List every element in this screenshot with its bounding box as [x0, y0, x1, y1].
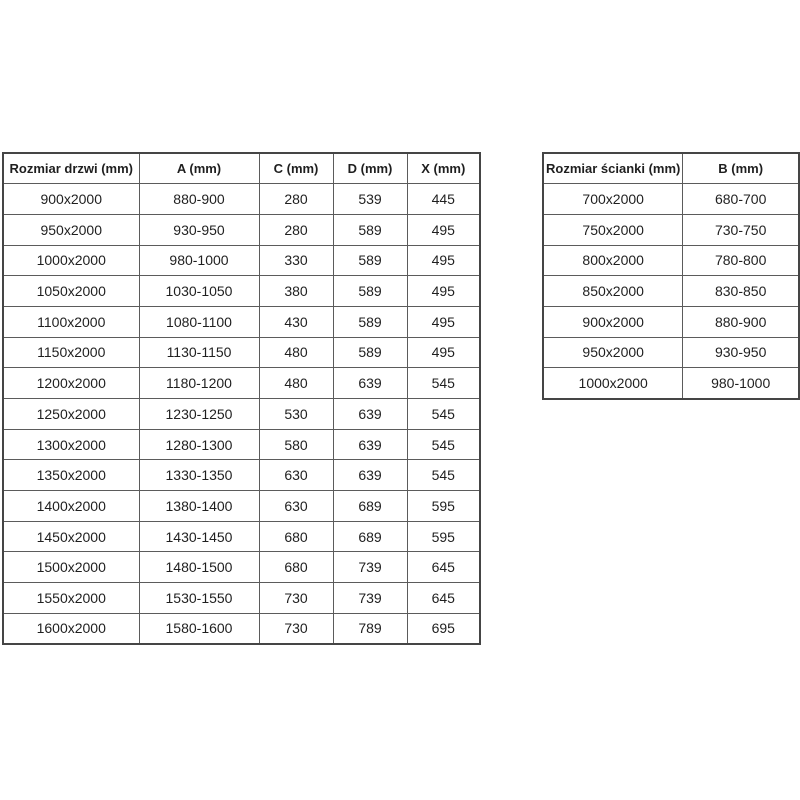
- door-table-cell: 689: [333, 491, 407, 522]
- door-table-cell: 639: [333, 429, 407, 460]
- door-table-cell: 880-900: [139, 184, 259, 215]
- door-table-cell: 739: [333, 552, 407, 583]
- door-table-cell: 595: [407, 521, 480, 552]
- door-table-row: [3, 521, 480, 552]
- door-table-cell: 280: [259, 184, 333, 215]
- door-table-cell: 430: [259, 306, 333, 337]
- door-table-cell: 545: [407, 460, 480, 491]
- door-table-cell: 1030-1050: [139, 276, 259, 307]
- door-table-cell: 480: [259, 337, 333, 368]
- wall-table-cell: 680-700: [683, 184, 799, 215]
- door-table-cell: 1550x2000: [3, 583, 139, 614]
- wall-table-row: [543, 337, 799, 368]
- door-table-cell: 530: [259, 399, 333, 430]
- door-table-cell: 495: [407, 306, 480, 337]
- door-table-cell: 1600x2000: [3, 613, 139, 644]
- wall-column-header: Rozmiar ścianki (mm): [543, 153, 683, 184]
- door-table-cell: 1080-1100: [139, 306, 259, 337]
- wall-table-cell: 850x2000: [543, 276, 683, 307]
- door-column-header: X (mm): [407, 153, 480, 184]
- door-column-header: Rozmiar drzwi (mm): [3, 153, 139, 184]
- door-table-cell: 1000x2000: [3, 245, 139, 276]
- door-table-cell: 330: [259, 245, 333, 276]
- wall-table-cell: 950x2000: [543, 337, 683, 368]
- door-table-cell: 495: [407, 214, 480, 245]
- door-table-cell: 1050x2000: [3, 276, 139, 307]
- door-table-cell: 639: [333, 460, 407, 491]
- door-table-row: [3, 460, 480, 491]
- door-table-cell: 1230-1250: [139, 399, 259, 430]
- door-table-cell: 1150x2000: [3, 337, 139, 368]
- door-column-header: D (mm): [333, 153, 407, 184]
- door-table-row: [3, 245, 480, 276]
- door-table-cell: 495: [407, 245, 480, 276]
- door-table-row: [3, 214, 480, 245]
- door-table-row: [3, 368, 480, 399]
- door-table-cell: 680: [259, 521, 333, 552]
- door-table-cell: 1430-1450: [139, 521, 259, 552]
- door-table-row: [3, 429, 480, 460]
- door-table-cell: 1350x2000: [3, 460, 139, 491]
- door-table-cell: 545: [407, 399, 480, 430]
- door-table-cell: 680: [259, 552, 333, 583]
- door-table-cell: 1380-1400: [139, 491, 259, 522]
- door-table-row: [3, 306, 480, 337]
- door-table-cell: 1480-1500: [139, 552, 259, 583]
- door-table-row: [3, 399, 480, 430]
- wall-table-cell: 930-950: [683, 337, 799, 368]
- door-table-cell: 589: [333, 214, 407, 245]
- wall-table-cell: 800x2000: [543, 245, 683, 276]
- wall-table-cell: 780-800: [683, 245, 799, 276]
- wall-table-row: [543, 214, 799, 245]
- door-table-cell: 1580-1600: [139, 613, 259, 644]
- door-sizes-table-container: [2, 152, 481, 645]
- wall-table-header-row: [543, 153, 799, 184]
- door-table-row: [3, 337, 480, 368]
- door-table-cell: 495: [407, 337, 480, 368]
- door-table-cell: 545: [407, 429, 480, 460]
- door-table-cell: 789: [333, 613, 407, 644]
- door-table-cell: 695: [407, 613, 480, 644]
- door-table-cell: 280: [259, 214, 333, 245]
- door-table-cell: 730: [259, 583, 333, 614]
- door-table-cell: 1250x2000: [3, 399, 139, 430]
- door-table-cell: 630: [259, 460, 333, 491]
- door-table-cell: 645: [407, 583, 480, 614]
- door-table-header-row: [3, 153, 480, 184]
- door-table-cell: 589: [333, 337, 407, 368]
- door-table-cell: 380: [259, 276, 333, 307]
- door-table-cell: 589: [333, 245, 407, 276]
- wall-table-row: [543, 184, 799, 215]
- wall-table-row: [543, 276, 799, 307]
- door-table-cell: 589: [333, 276, 407, 307]
- door-table-cell: 1280-1300: [139, 429, 259, 460]
- wall-table-cell: 1000x2000: [543, 368, 683, 399]
- door-table-cell: 739: [333, 583, 407, 614]
- door-table-row: [3, 491, 480, 522]
- door-table-cell: 595: [407, 491, 480, 522]
- door-table-cell: 1400x2000: [3, 491, 139, 522]
- wall-table-cell: 730-750: [683, 214, 799, 245]
- door-table-cell: 630: [259, 491, 333, 522]
- door-table-cell: 495: [407, 276, 480, 307]
- door-table-row: [3, 583, 480, 614]
- door-table-cell: 1180-1200: [139, 368, 259, 399]
- door-table-cell: 589: [333, 306, 407, 337]
- wall-table-cell: 700x2000: [543, 184, 683, 215]
- door-table-row: [3, 276, 480, 307]
- door-column-header: A (mm): [139, 153, 259, 184]
- wall-table-row: [543, 245, 799, 276]
- wall-column-header: B (mm): [683, 153, 799, 184]
- door-table-cell: 930-950: [139, 214, 259, 245]
- door-table-cell: 545: [407, 368, 480, 399]
- door-table-cell: 1450x2000: [3, 521, 139, 552]
- door-table-cell: 980-1000: [139, 245, 259, 276]
- door-sizes-table: [2, 152, 481, 645]
- door-table-cell: 639: [333, 399, 407, 430]
- door-table-cell: 539: [333, 184, 407, 215]
- door-table-cell: 480: [259, 368, 333, 399]
- door-table-cell: 639: [333, 368, 407, 399]
- door-table-row: [3, 613, 480, 644]
- door-table-cell: 950x2000: [3, 214, 139, 245]
- door-table-cell: 445: [407, 184, 480, 215]
- door-table-row: [3, 552, 480, 583]
- door-table-cell: 1130-1150: [139, 337, 259, 368]
- door-table-cell: 1300x2000: [3, 429, 139, 460]
- door-table-cell: 730: [259, 613, 333, 644]
- door-table-cell: 1330-1350: [139, 460, 259, 491]
- door-table-cell: 645: [407, 552, 480, 583]
- wall-table-row: [543, 368, 799, 399]
- door-table-row: [3, 184, 480, 215]
- door-table-cell: 689: [333, 521, 407, 552]
- door-table-cell: 1100x2000: [3, 306, 139, 337]
- wall-table-row: [543, 306, 799, 337]
- wall-sizes-table-container: [542, 152, 800, 400]
- wall-table-cell: 900x2000: [543, 306, 683, 337]
- wall-table-cell: 880-900: [683, 306, 799, 337]
- door-table-cell: 1500x2000: [3, 552, 139, 583]
- door-table-cell: 1530-1550: [139, 583, 259, 614]
- wall-sizes-table: [542, 152, 800, 400]
- wall-table-cell: 750x2000: [543, 214, 683, 245]
- door-column-header: C (mm): [259, 153, 333, 184]
- door-table-cell: 900x2000: [3, 184, 139, 215]
- wall-table-cell: 980-1000: [683, 368, 799, 399]
- door-table-cell: 580: [259, 429, 333, 460]
- door-table-cell: 1200x2000: [3, 368, 139, 399]
- wall-table-cell: 830-850: [683, 276, 799, 307]
